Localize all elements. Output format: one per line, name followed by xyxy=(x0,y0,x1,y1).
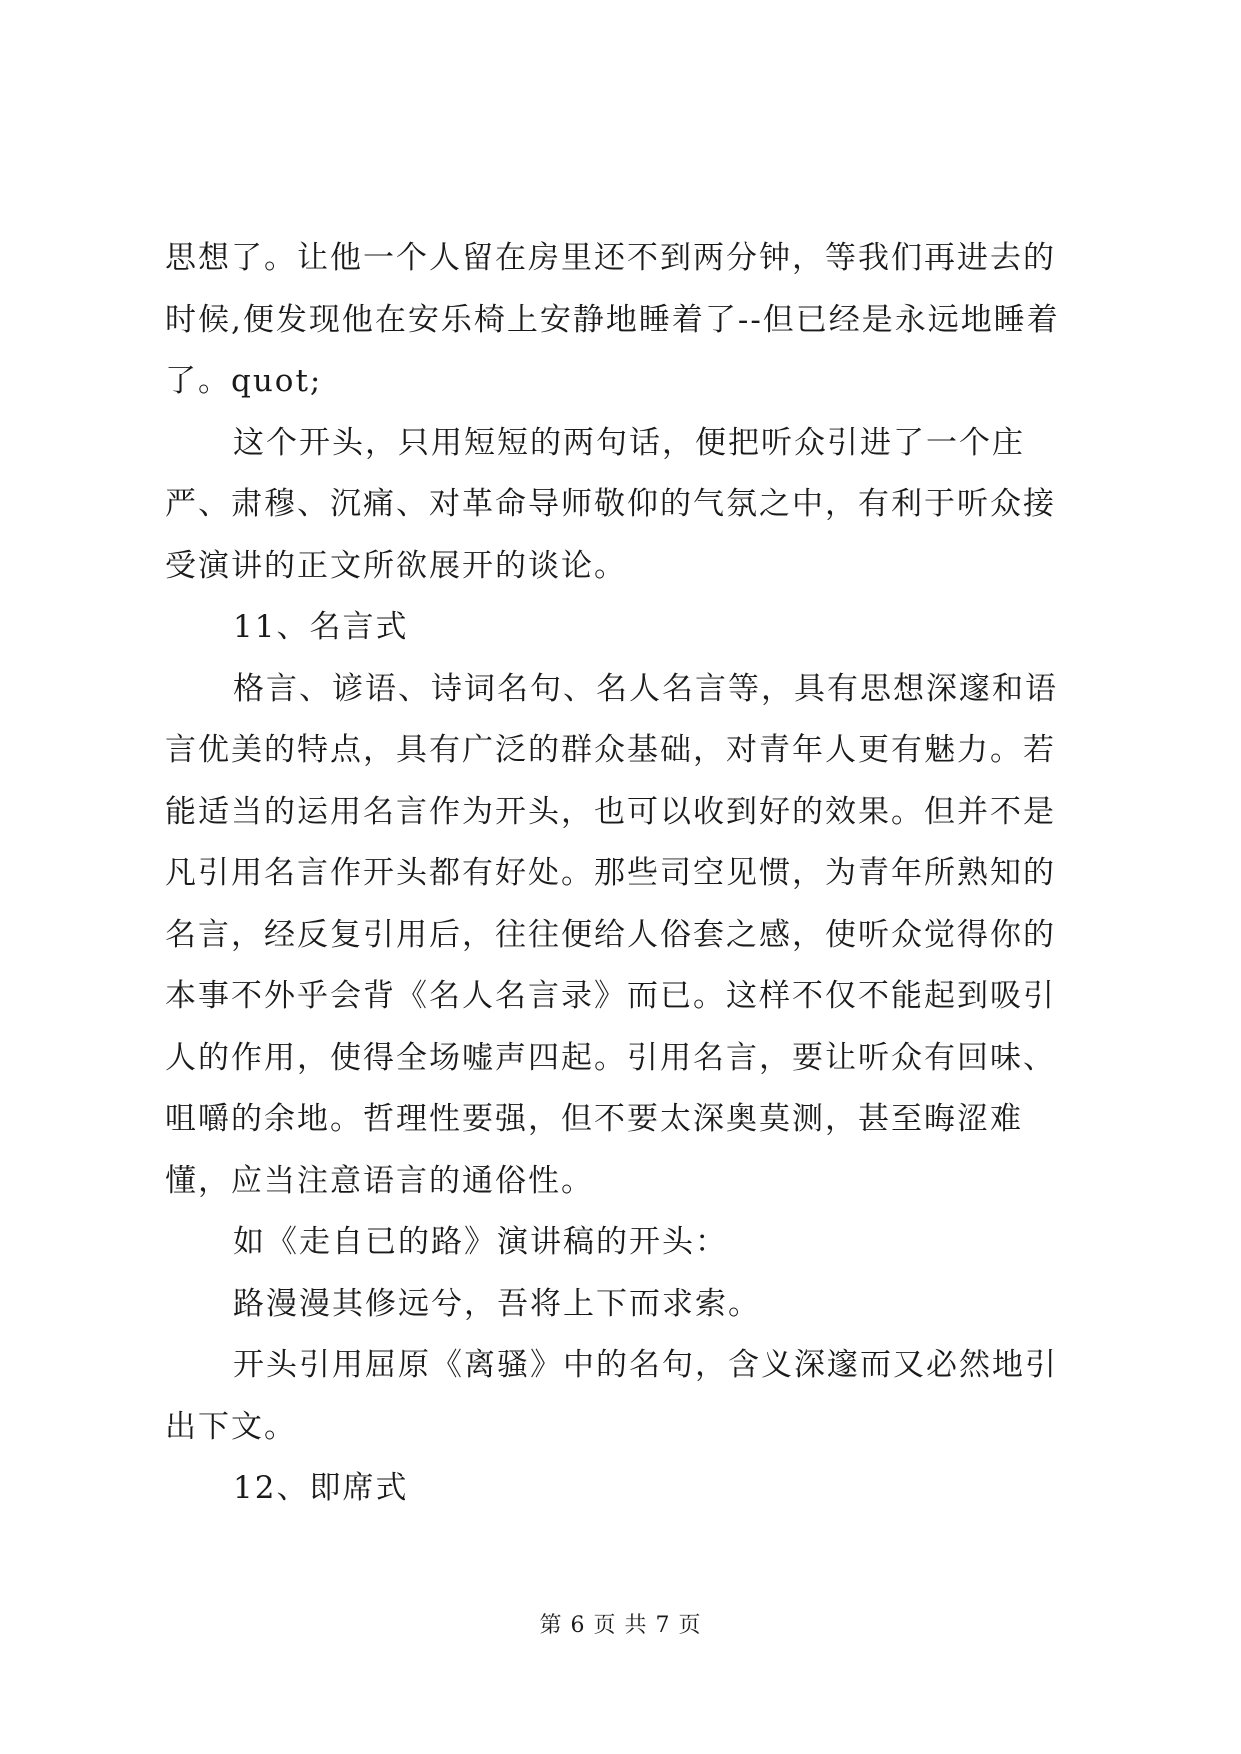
paragraph-example-intro: 如《走自已的路》演讲稿的开头： xyxy=(233,1224,728,1260)
body-text xyxy=(165,228,1125,1520)
paragraph-example-quote: 路漫漫其修远兮，吾将上下而求索。 xyxy=(233,1285,761,1322)
page-footer: 第 6 页 共 7 页 xyxy=(539,1613,702,1638)
paragraph-quote-method: 格言、谚语、诗词名句、名人名言等，具有思想深邃和语言优美的特点，具有广泛的群众基础，对青年人更有魅力。若能适当的运用名言作为开头，也可以收到好的效果。但并不是凡引用名言作开头都有好处。那些司空见惯，为青年所熟知的名言，经反复引用后，往往便给人俗套之感，使听众觉得你的本事不外乎会背《名人名言录》而已。这样不仅不能起到吸引人的作用，使得全场嘘声四起。引用名言，要让听众有回味、咀嚼的余地。哲理性要强，但不要太深奥莫测，甚至晦涩难懂，应当注意语言的通俗性。 xyxy=(165,670,1058,1199)
paragraph-example-explanation: 开头引用屈原《离骚》中的名句，含义深邃而又必然地引出下文。 xyxy=(165,1347,1058,1445)
section-heading-12: 12、即席式 xyxy=(233,1470,409,1506)
paragraph-commentary: 这个开头，只用短短的两句话，便把听众引进了一个庄严、肃穆、沉痛、对革命导师敬仰的气氛之中，有利于听众接受演讲的正文所欲展开的谈论。 xyxy=(165,424,1056,584)
section-heading-11: 11、名言式 xyxy=(233,609,409,645)
paragraph-continuation: 思想了。让他一个人留在房里还不到两分钟，等我们再进去的时候,便发现他在安乐椅上安静地睡着了--但已经是永远地睡着了。quot; xyxy=(165,240,1060,399)
